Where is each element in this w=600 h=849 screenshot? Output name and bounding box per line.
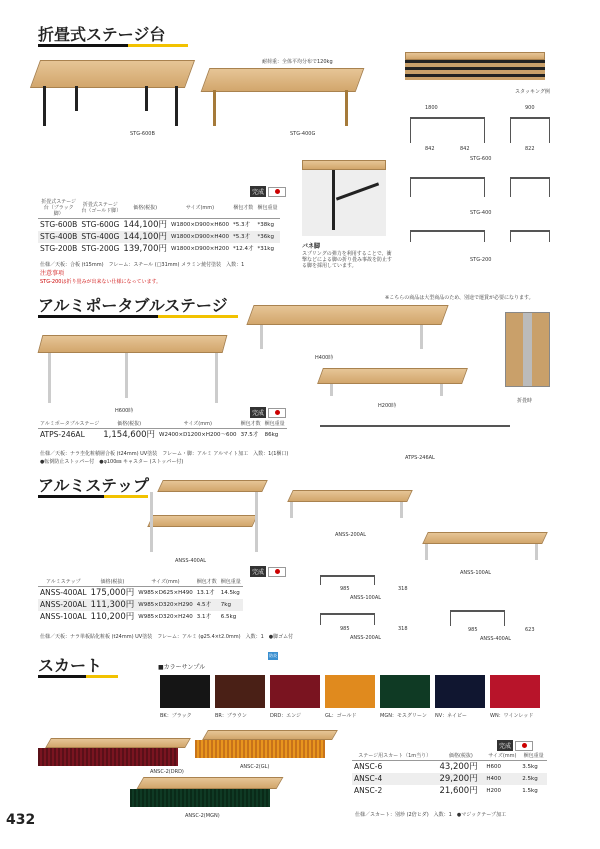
- td: STG-200B: [40, 244, 78, 253]
- dim-label: 318: [398, 586, 408, 592]
- caption: ANSC-2(MGN): [185, 813, 220, 819]
- td: H200: [486, 788, 502, 794]
- table-row: [352, 773, 547, 785]
- td: ANSC-2: [354, 786, 383, 795]
- th: 梱包重量: [520, 752, 547, 761]
- stage-price-table: [38, 198, 280, 255]
- table-row: [38, 599, 243, 611]
- complete-label: 完成: [250, 407, 266, 418]
- td: STG-400G: [81, 232, 120, 241]
- made-in-japan-badge: [497, 740, 533, 751]
- th: 梱包重量: [220, 579, 241, 585]
- td: 6.5kg: [220, 614, 237, 620]
- caption: ANSC-2(DRD): [150, 769, 184, 775]
- aluminum-stage-drawing: [320, 425, 510, 447]
- aluminum-stage-price-table: [38, 420, 287, 441]
- td: 37.5才: [240, 432, 259, 438]
- td: W985×D320×H290: [136, 599, 195, 611]
- caption: ANSC-2(GL): [240, 764, 270, 770]
- caption: H400時: [315, 355, 334, 361]
- color-swatch-label: MGN：モスグリーン: [380, 713, 427, 719]
- td: 3.1才: [196, 614, 212, 620]
- td: *12.4才: [233, 246, 254, 252]
- td: 3.5kg: [522, 764, 538, 770]
- caption: ANSS-200AL: [335, 532, 367, 538]
- td: 110,200円: [90, 612, 135, 622]
- td: 13.1才: [196, 590, 215, 596]
- th: 価格(税抜): [101, 420, 157, 429]
- color-swatch-label: BR：ブラウン: [215, 713, 247, 719]
- spring-text: スプリングの弾力を利用することで、衝撃などによる脚の折り畳み事故を防止する脚を採用しています。: [302, 251, 393, 269]
- td: 2.5kg: [520, 773, 547, 785]
- table-row: [38, 429, 287, 442]
- td: 7kg: [219, 599, 243, 611]
- title-underline: [38, 495, 148, 498]
- td: *36kg: [256, 231, 280, 243]
- made-in-japan-badge: [250, 186, 286, 197]
- td: H600: [486, 764, 502, 770]
- dim-label: 842: [460, 146, 470, 152]
- caution-title: 注意事項: [40, 270, 65, 277]
- step-200-image: [285, 480, 415, 520]
- td: *38kg: [257, 222, 274, 228]
- td: *5.3才: [233, 222, 251, 228]
- color-swatch: [215, 675, 265, 708]
- folded-stage-image: [505, 312, 550, 387]
- skirt-image-mgn: [130, 777, 280, 809]
- caption: H200時: [378, 403, 397, 409]
- complete-label: 完成: [497, 740, 513, 751]
- spec-text: 仕様／スカート：別珍 (2倍ヒダ) 入数：1 ●マジックテープ加工: [355, 812, 506, 818]
- color-swatch: [270, 675, 320, 708]
- th: サイズ(mm): [157, 420, 239, 429]
- td: 144,100円: [123, 220, 167, 230]
- complete-label: 完成: [250, 566, 266, 577]
- color-swatch: [435, 675, 485, 708]
- td: 144,100円: [123, 232, 167, 242]
- td: 4.5才: [195, 599, 219, 611]
- td: W985×D625×H490: [138, 590, 193, 596]
- color-swatch: [160, 675, 210, 708]
- td: 29,200円: [437, 773, 484, 785]
- spring-title: バネ脚: [302, 243, 321, 250]
- color-swatch: [380, 675, 430, 708]
- title-underline: [38, 315, 238, 318]
- td: STG-600G: [81, 220, 120, 229]
- spec-text: 仕様／天板：合板 (t15mm) フレーム：スチール (□31mm) メラミン焼付塗装 入数：1: [40, 262, 245, 268]
- th: 梱包才数: [240, 421, 261, 427]
- td: 86kg: [264, 432, 279, 438]
- td: ANSS-200AL: [40, 600, 87, 609]
- section-title-skirt: スカート: [38, 656, 103, 675]
- caption: ANSS-400AL: [175, 558, 207, 564]
- color-sample-label: ■カラーサンプル: [158, 664, 206, 671]
- japan-flag-icon: [268, 567, 286, 577]
- stage-image-gold: [205, 68, 365, 128]
- title-underline: [38, 675, 118, 678]
- caption: ANSS-100AL: [460, 570, 492, 576]
- th: サイズ(mm): [169, 198, 231, 219]
- aluminum-stage-h600-image: [40, 335, 230, 405]
- drawing-caption: STG-400: [470, 210, 492, 216]
- spec-text: 仕様／天板：ナラ杢化粧積層合板 (t24mm) UV塗装 フレーム・脚：アルミ アルマイト加工 入数：1(1梱口): [40, 451, 289, 457]
- japan-flag-icon: [515, 741, 533, 751]
- flame-retardant-badge: 防炎: [269, 653, 277, 658]
- made-in-japan-badge: [250, 566, 286, 577]
- caption: H600時: [115, 408, 134, 414]
- td: W985×D320×H240: [138, 614, 193, 620]
- drawing-caption: STG-200: [470, 257, 492, 263]
- color-swatch-label: NV：ネイビー: [435, 713, 467, 719]
- td: W1800×D900×H600: [170, 222, 230, 228]
- japan-flag-icon: [268, 408, 286, 418]
- th: サイズ(mm): [484, 752, 520, 761]
- color-swatch-label: DRD：エンジ: [270, 713, 302, 719]
- table-row: [38, 231, 280, 243]
- dim-label: 900: [525, 105, 535, 111]
- th: アルミステップ: [38, 578, 89, 587]
- td: W2400×D1200×H200～600: [159, 432, 237, 438]
- aluminum-stage-h200-image: [320, 368, 470, 398]
- caption: ATPS-246AL: [405, 455, 435, 461]
- step-price-table: [38, 578, 243, 623]
- color-swatch-label: BK：ブラック: [160, 713, 192, 719]
- aluminum-stage-h400-image: [250, 305, 450, 350]
- td: ANSS-400AL: [40, 588, 87, 597]
- section-title-aluminum-stage: アルミポータブルステージ: [38, 296, 228, 315]
- load-note: 耐荷重：全体平均分布で120kg: [262, 59, 333, 65]
- step-100-image: [420, 522, 550, 562]
- td: ATPS-246AL: [40, 430, 85, 439]
- caption: STG-400G: [290, 131, 316, 137]
- th: 折畳式ステージ台（ブラック脚）: [38, 198, 79, 219]
- td: STG-400B: [40, 232, 78, 241]
- th: 価格(税抜): [437, 752, 484, 761]
- skirt-image-drd: [38, 738, 188, 768]
- dim-label: 623: [525, 627, 535, 633]
- color-swatch: [325, 675, 375, 708]
- td: W1800×D900×H400: [169, 231, 231, 243]
- dim-label: 842: [425, 146, 435, 152]
- table-row: [38, 611, 243, 623]
- japan-flag-icon: [268, 187, 286, 197]
- color-swatch: [490, 675, 540, 708]
- made-in-japan-badge: [250, 407, 286, 418]
- dim-label: 822: [525, 146, 535, 152]
- th: 価格(税抜): [121, 198, 169, 219]
- drawing-caption: ANSS-200AL: [350, 635, 382, 641]
- table-row: [352, 761, 547, 774]
- dim-label: 985: [340, 586, 350, 592]
- stacking-caption: スタッキング例: [515, 89, 550, 95]
- td: ANSC-6: [354, 762, 383, 771]
- skirt-image-gl: [195, 730, 335, 760]
- table-row: [38, 587, 243, 600]
- table-row: [38, 243, 280, 255]
- complete-label: 完成: [250, 186, 266, 197]
- td: *31kg: [257, 246, 274, 252]
- drawing-caption: STG-600: [470, 156, 492, 162]
- step-drawings: [320, 565, 570, 645]
- caption: STG-600B: [130, 131, 155, 137]
- color-swatch-label: WN：ワインレッド: [490, 713, 534, 719]
- dim-label: 318: [398, 626, 408, 632]
- dim-label: 985: [468, 627, 478, 633]
- stacking-image: [405, 52, 545, 82]
- th: 折畳式ステージ台（ゴールド脚）: [79, 198, 121, 219]
- skirt-price-table: [352, 752, 547, 797]
- color-swatch-label: GL：ゴールド: [325, 713, 357, 719]
- td: 139,700円: [123, 244, 167, 254]
- shipping-note: ※こちらの商品は大型商品のため、別途で運賃が必要になります。: [385, 295, 534, 301]
- section-title-aluminum-step: アルミステップ: [38, 476, 150, 495]
- dim-label: 1800: [425, 105, 438, 111]
- drawing-caption: ANSS-100AL: [350, 595, 382, 601]
- td: STG-200G: [81, 244, 120, 253]
- table-row: [352, 785, 547, 797]
- td: ANSC-4: [352, 773, 437, 785]
- th: ステージ用スカート（1m当り）: [352, 752, 437, 761]
- td: 1.5kg: [522, 788, 538, 794]
- section-title-folding-stage: 折畳式ステージ台: [38, 25, 166, 44]
- th: 梱包才数: [196, 579, 217, 585]
- table-row: [38, 219, 280, 232]
- dimension-drawings: [400, 105, 565, 265]
- td: 43,200円: [439, 762, 478, 772]
- td: STG-600B: [40, 220, 78, 229]
- spec-text: 仕様／天板：ナラ単板貼化粧板 (t24mm) UV塗装 フレーム：アルミ (φ25.4×t2.0mm) 入数：1 ●脚ゴム付: [40, 634, 294, 640]
- td: *5.3才: [231, 231, 256, 243]
- th: 価格(税抜): [89, 578, 137, 587]
- td: 14.5kg: [220, 590, 240, 596]
- stage-image-black: [35, 60, 195, 130]
- th: 梱包重量: [256, 198, 280, 219]
- spec-text: ●転倒防止ストッパー付 ●φ100㎜ キャスター (ストッパー付): [40, 459, 184, 465]
- th: アルミポータブルステージ: [40, 421, 100, 427]
- td: 21,600円: [439, 786, 478, 796]
- caption: 折畳時: [517, 398, 533, 404]
- th: 梱包重量: [264, 421, 285, 427]
- th: 梱包才数: [231, 198, 256, 219]
- td: 1,154,600円: [103, 430, 156, 440]
- td: 175,000円: [90, 588, 135, 598]
- step-400-image: [145, 480, 270, 555]
- title-underline: [38, 44, 188, 47]
- th: サイズ(mm): [136, 578, 195, 587]
- dim-label: 985: [340, 626, 350, 632]
- spring-leg-photo: [302, 160, 386, 236]
- td: ANSS-100AL: [40, 612, 87, 621]
- drawing-caption: ANSS-400AL: [480, 636, 512, 642]
- td: H400: [484, 773, 520, 785]
- page-number: 432: [6, 812, 36, 828]
- td: W1800×D900×H200: [170, 246, 230, 252]
- caution-text: STG-200は折り畳みが出来ない仕様になっています。: [40, 279, 162, 285]
- td: 111,300円: [90, 600, 135, 610]
